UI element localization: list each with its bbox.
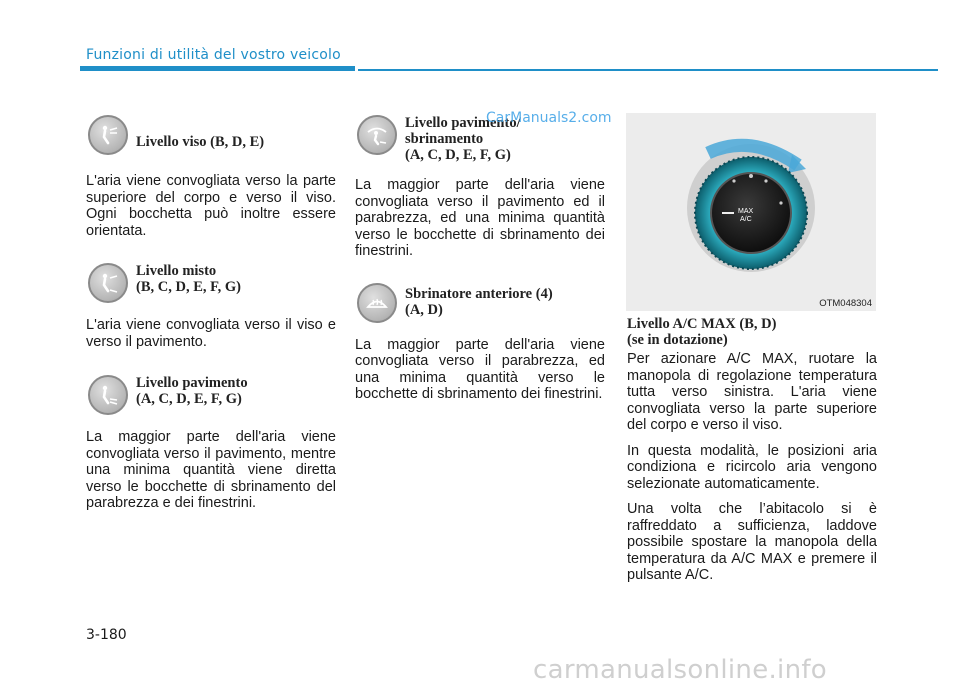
ac-knob-photo — [626, 113, 876, 311]
section-title: Livello viso (B, D, E) — [136, 134, 265, 150]
section-title: Livello pavimento/ sbrinamento (A, C, D, E, F, G) — [405, 115, 521, 163]
section-title: Sbrinatore anteriore (4) (A, D) — [405, 285, 553, 318]
watermark-link[interactable]: CarManuals2.com — [486, 110, 612, 126]
section-title: Livello misto (B, C, D, E, F, G) — [136, 263, 241, 295]
vent-floor-icon — [88, 375, 128, 415]
knob-label-max: MAX — [738, 208, 754, 215]
knob-label-ac: A/C — [740, 216, 752, 223]
section-face-level — [86, 115, 336, 157]
section-paragraph: In questa modalità, le posizioni aria condiziona e ricircolo aria vengono selezionate automaticamente. — [627, 442, 877, 492]
vent-face-icon — [88, 115, 128, 155]
section-paragraph: La maggior parte dell'aria viene convogliata verso il parabrezza, ed una minima quantità verso le bocchette di sbrinamento dei finestrini. — [355, 336, 605, 402]
header-rule-thick — [80, 66, 355, 71]
right-column — [627, 316, 877, 584]
section-bilevel — [86, 263, 336, 303]
section-paragraph: L'aria viene convogliata verso il viso e verso il pavimento. — [86, 317, 336, 350]
figure-code: OTM048304 — [819, 298, 872, 309]
section-paragraph: La maggior parte dell'aria viene convogliata verso il pavimento ed il parabrezza, ed una minima quantità verso le bocchette di sbrinamento dei finestrini. — [355, 177, 605, 259]
header-rule-thin — [358, 69, 938, 71]
middle-column — [355, 115, 605, 403]
vent-bilevel-icon — [88, 263, 128, 303]
section-front-defroster — [355, 283, 605, 323]
section-floor-level — [86, 375, 336, 415]
page-number: 3-180 — [86, 627, 127, 643]
section-title: Livello A/C MAX (B, D) (se in dotazione) — [627, 316, 777, 348]
temperature-knob-illustration — [626, 113, 876, 311]
front-defroster-icon — [357, 283, 397, 323]
section-paragraph: La maggior parte dell'aria viene convogliata verso il pavimento, mentre una minima quantità viene diretta verso le bocchette di sbrinamento del parabrezza e dei finestrini. — [86, 429, 336, 511]
vent-floor-defrost-icon — [357, 115, 397, 155]
section-paragraph: Per azionare A/C MAX, ruotare la manopola di regolazione temperatura tutta verso sinistra. L'aria viene convogliata verso la parte superiore del corpo e verso il viso. — [627, 351, 877, 433]
section-paragraph: Una volta che l’abitacolo si è raffreddato a sufficienza, laddove possibile spostare la manopola della temperatura da A/C MAX e premere il pulsante A/C. — [627, 501, 877, 583]
section-title: Livello pavimento (A, C, D, E, F, G) — [136, 375, 248, 407]
section-paragraph: L'aria viene convogliata verso la parte superiore del corpo e verso il viso. Ogni bocchetta può inoltre essere orientata. — [86, 173, 336, 239]
left-column — [86, 115, 336, 512]
page-header-title: Funzioni di utilità del vostro veicolo — [86, 47, 341, 63]
watermark-footer: carmanualsonline.info — [533, 655, 828, 685]
